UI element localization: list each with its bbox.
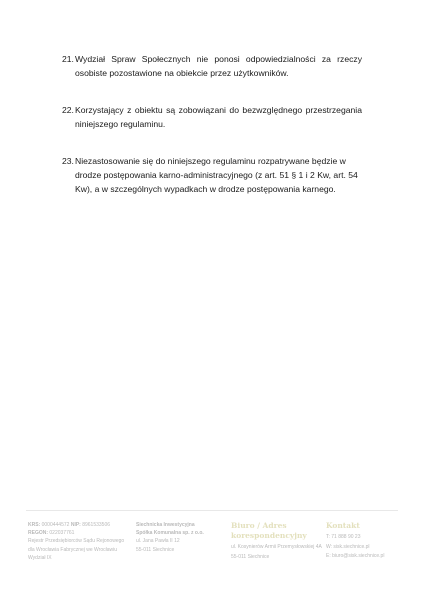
contact-heading: Kontakt (326, 521, 360, 530)
company-street: ul. Jana Pawła II 12 (136, 538, 180, 545)
company-name: Spółka Komunalna sp. z o.o. (136, 530, 204, 537)
footer-office (231, 521, 331, 562)
krs-label: KRS: (28, 522, 41, 528)
nip-label: NIP: (70, 522, 81, 528)
office-heading: Biuro / Adres korespondencyjny (231, 521, 307, 540)
company-city: 55-011 Siechnice (136, 546, 175, 553)
phone-value[interactable]: 71 888 90 23 (331, 534, 361, 540)
nip-value: 8961533506 (82, 522, 111, 528)
footer-company-registration (28, 521, 130, 562)
email-label: E: (326, 553, 331, 560)
krs-value: 0000444572 (41, 522, 70, 528)
rule-number: 22. (62, 105, 74, 115)
rule-item (62, 52, 362, 80)
rules-list (62, 52, 362, 219)
registry-line: dla Wrocławia Fabrycznej we Wrocławiu (28, 546, 118, 553)
footer-contact (326, 521, 398, 562)
regon-label: REGON: (28, 530, 48, 537)
office-city: 55-011 Siechnice (231, 553, 270, 560)
rule-number: 21. (62, 54, 74, 64)
rule-item (62, 154, 362, 196)
email-link[interactable]: biuro@sisk.siechnice.pl (332, 553, 385, 560)
office-street: ul. Kosynierów Armii Przemysłowskiej 4A (231, 544, 322, 550)
www-label: W: (326, 543, 333, 550)
company-name: Siechnicka Inwestycyjna (136, 522, 195, 528)
phone-label: T: (326, 534, 330, 540)
page-footer (26, 510, 398, 581)
regon-value: 022037761 (49, 530, 75, 537)
rule-text: Wydział Spraw Społecznych nie ponosi odpowiedzialności za rzeczy osobiste pozostawione na obiekcie przez użytkowników. (75, 54, 362, 78)
rule-text: Korzystający z obiektu są zobowiązani do bezwzględnego przestrzegania niniejszego regulaminu. (75, 105, 362, 129)
rule-text: Niezastosowanie się do niniejszego regulaminu rozpatrywane będzie w drodze postępowania karno-administracyjnego (z art. 51 § 1 i 2 Kw, art. 54 Kw), a w szczególnych wypadkach w drodze postępowania karnego. (75, 156, 358, 194)
registry-line: Rejestr Przedsiębiorców Sądu Rejonowego (28, 538, 125, 545)
footer-company-address (136, 521, 216, 554)
registry-line: Wydział IX (28, 554, 52, 561)
rule-item (62, 103, 362, 131)
website-link[interactable]: sisk.siechnice.pl (333, 543, 370, 550)
rule-number: 23. (62, 156, 74, 166)
